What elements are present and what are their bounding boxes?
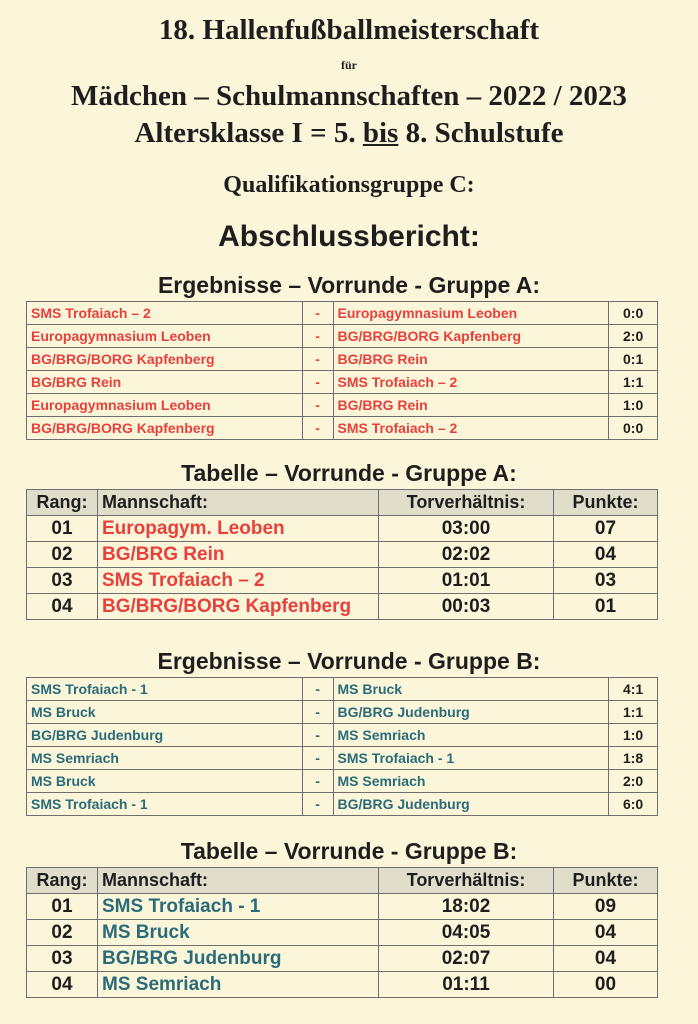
goals-header: Torverhältnis: — [379, 868, 554, 894]
result-row — [27, 701, 658, 724]
goal-ratio: 04:05 — [379, 920, 554, 946]
rank-header: Rang: — [27, 490, 98, 516]
match-score: 1:1 — [609, 371, 658, 394]
result-row — [27, 770, 658, 793]
result-row — [27, 325, 658, 348]
home-team: SMS Trofaiach – 2 — [27, 302, 303, 325]
away-team: SMS Trofaiach – 2 — [333, 417, 609, 440]
away-team: BG/BRG Judenburg — [333, 793, 609, 816]
home-team: BG/BRG/BORG Kapfenberg — [27, 417, 303, 440]
standings-row — [27, 542, 658, 568]
match-score: 0:0 — [609, 302, 658, 325]
team-points: 04 — [554, 920, 658, 946]
team-rank: 03 — [27, 946, 98, 972]
team-rank: 01 — [27, 516, 98, 542]
standings-row — [27, 920, 658, 946]
versus-dash: - — [302, 417, 333, 440]
group-b-standings-heading: Tabelle – Vorrunde - Gruppe B: — [180, 838, 518, 864]
away-team: BG/BRG Judenburg — [333, 701, 609, 724]
team-name: BG/BRG Rein — [98, 542, 379, 568]
team-header: Mannschaft: — [98, 868, 379, 894]
goal-ratio: 18:02 — [379, 894, 554, 920]
match-score: 2:0 — [609, 770, 658, 793]
age-class-post: 8. Schulstufe — [398, 117, 564, 149]
versus-dash: - — [302, 302, 333, 325]
home-team: BG/BRG Judenburg — [27, 724, 303, 747]
group-a-results-table — [26, 301, 658, 440]
match-score: 1:1 — [609, 701, 658, 724]
document-title: 18. Hallenfußballmeisterschaft — [158, 14, 540, 46]
match-score: 6:0 — [609, 793, 658, 816]
home-team: Europagymnasium Leoben — [27, 325, 303, 348]
team-rank: 01 — [27, 894, 98, 920]
standings-row — [27, 594, 658, 620]
standings-row — [27, 946, 658, 972]
team-rank: 03 — [27, 568, 98, 594]
group-b-results-heading: Ergebnisse – Vorrunde - Gruppe B: — [157, 648, 541, 674]
standings-row — [27, 568, 658, 594]
team-rank: 04 — [27, 972, 98, 998]
team-name: MS Semriach — [98, 972, 379, 998]
team-name: BG/BRG/BORG Kapfenberg — [98, 594, 379, 620]
standings-header-row — [27, 490, 658, 516]
result-row — [27, 417, 658, 440]
team-points: 00 — [554, 972, 658, 998]
rank-header: Rang: — [27, 868, 98, 894]
goals-header: Torverhältnis: — [379, 490, 554, 516]
away-team: SMS Trofaiach – 2 — [333, 371, 609, 394]
team-rank: 02 — [27, 542, 98, 568]
group-b-standings-table — [26, 867, 658, 998]
standings-row — [27, 894, 658, 920]
away-team: MS Bruck — [333, 678, 609, 701]
goal-ratio: 03:00 — [379, 516, 554, 542]
match-score: 4:1 — [609, 678, 658, 701]
team-points: 09 — [554, 894, 658, 920]
match-score: 1:8 — [609, 747, 658, 770]
result-row — [27, 348, 658, 371]
age-class-pre: Altersklasse I = 5. — [134, 117, 363, 149]
points-header: Punkte: — [554, 868, 658, 894]
team-name: SMS Trofaiach – 2 — [98, 568, 379, 594]
match-score: 1:0 — [609, 724, 658, 747]
away-team: MS Semriach — [333, 724, 609, 747]
final-report-heading: Abschlussbericht: — [218, 220, 480, 253]
home-team: BG/BRG Rein — [27, 371, 303, 394]
team-name: BG/BRG Judenburg — [98, 946, 379, 972]
away-team: BG/BRG Rein — [333, 394, 609, 417]
age-class-underlined: bis — [362, 117, 399, 149]
points-header: Punkte: — [554, 490, 658, 516]
team-points: 03 — [554, 568, 658, 594]
result-row — [27, 793, 658, 816]
versus-dash: - — [302, 793, 333, 816]
goal-ratio: 01:01 — [379, 568, 554, 594]
goal-ratio: 01:11 — [379, 972, 554, 998]
team-points: 04 — [554, 946, 658, 972]
standings-row — [27, 972, 658, 998]
away-team: Europagymnasium Leoben — [333, 302, 609, 325]
group-a-results-heading: Ergebnisse – Vorrunde - Gruppe A: — [157, 272, 541, 298]
match-score: 1:0 — [609, 394, 658, 417]
goal-ratio: 00:03 — [379, 594, 554, 620]
team-points: 04 — [554, 542, 658, 568]
team-name: Europagym. Leoben — [98, 516, 379, 542]
match-score: 0:0 — [609, 417, 658, 440]
versus-dash: - — [302, 348, 333, 371]
versus-dash: - — [302, 747, 333, 770]
goal-ratio: 02:02 — [379, 542, 554, 568]
versus-dash: - — [302, 724, 333, 747]
standings-row — [27, 516, 658, 542]
versus-dash: - — [302, 394, 333, 417]
title-connector: für — [341, 58, 357, 72]
standings-header-row — [27, 868, 658, 894]
team-name: SMS Trofaiach - 1 — [98, 894, 379, 920]
result-row — [27, 371, 658, 394]
age-class-line — [0, 117, 698, 150]
versus-dash: - — [302, 325, 333, 348]
versus-dash: - — [302, 678, 333, 701]
group-a-standings-table — [26, 489, 658, 620]
group-b-results-table — [26, 677, 658, 816]
home-team: MS Bruck — [27, 701, 303, 724]
team-rank: 04 — [27, 594, 98, 620]
team-points: 01 — [554, 594, 658, 620]
away-team: MS Semriach — [333, 770, 609, 793]
home-team: MS Bruck — [27, 770, 303, 793]
home-team: BG/BRG/BORG Kapfenberg — [27, 348, 303, 371]
versus-dash: - — [302, 770, 333, 793]
qualification-group-heading: Qualifikationsgruppe C: — [223, 172, 475, 198]
result-row — [27, 747, 658, 770]
result-row — [27, 394, 658, 417]
away-team: BG/BRG/BORG Kapfenberg — [333, 325, 609, 348]
result-row — [27, 302, 658, 325]
away-team: SMS Trofaiach - 1 — [333, 747, 609, 770]
versus-dash: - — [302, 371, 333, 394]
match-score: 0:1 — [609, 348, 658, 371]
result-row — [27, 678, 658, 701]
home-team: MS Semriach — [27, 747, 303, 770]
team-rank: 02 — [27, 920, 98, 946]
home-team: SMS Trofaiach - 1 — [27, 793, 303, 816]
away-team: BG/BRG Rein — [333, 348, 609, 371]
document-subtitle: Mädchen – Schulmannschaften – 2022 / 2023 — [71, 80, 627, 112]
match-score: 2:0 — [609, 325, 658, 348]
goal-ratio: 02:07 — [379, 946, 554, 972]
team-points: 07 — [554, 516, 658, 542]
team-name: MS Bruck — [98, 920, 379, 946]
home-team: Europagymnasium Leoben — [27, 394, 303, 417]
result-row — [27, 724, 658, 747]
versus-dash: - — [302, 701, 333, 724]
team-header: Mannschaft: — [98, 490, 379, 516]
home-team: SMS Trofaiach - 1 — [27, 678, 303, 701]
group-a-standings-heading: Tabelle – Vorrunde - Gruppe A: — [181, 460, 517, 486]
